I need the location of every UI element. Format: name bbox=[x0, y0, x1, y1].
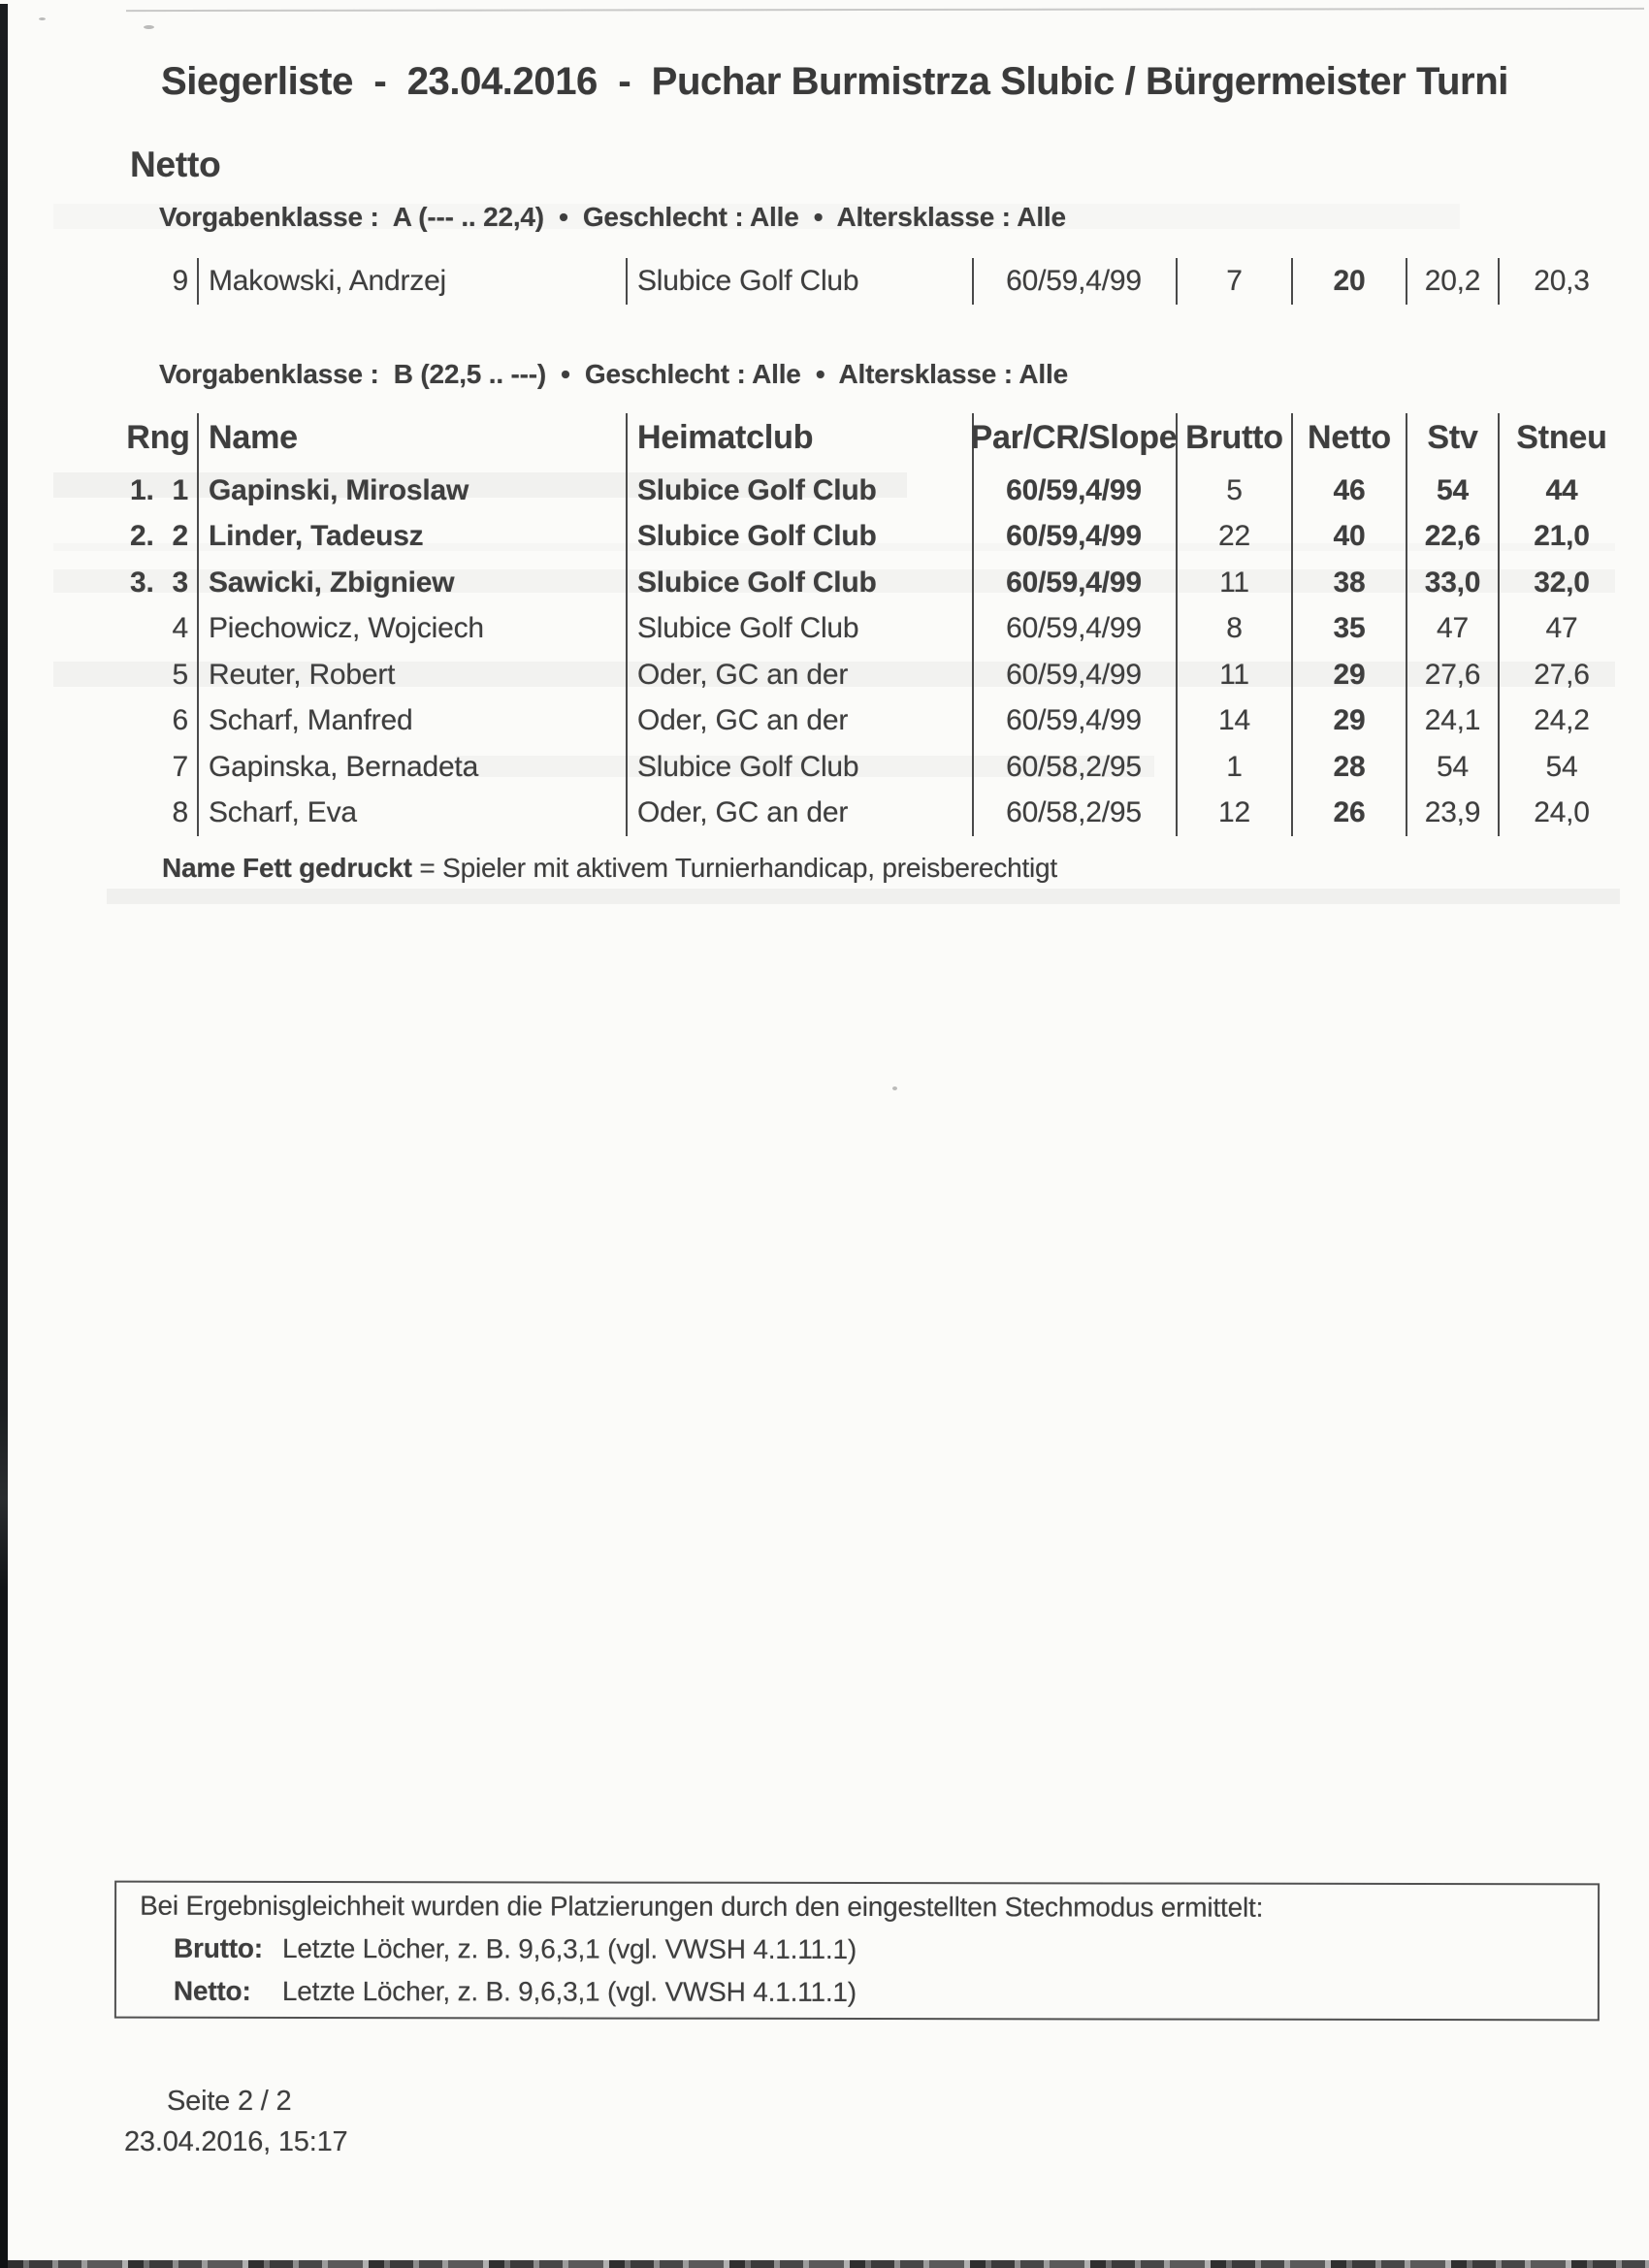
par-cr-slope: 60/59,4/99 bbox=[1006, 265, 1142, 297]
player-name: Piechowicz, Wojciech bbox=[209, 612, 484, 645]
netto-score: 46 bbox=[1333, 473, 1366, 506]
brutto-score: 8 bbox=[1226, 612, 1243, 645]
stneu-handicap: 20,3 bbox=[1534, 265, 1590, 297]
tiebreak-box bbox=[114, 1881, 1600, 2022]
tiebreak-brutto-label: Brutto: bbox=[173, 1932, 263, 1963]
legend-text: = Spieler mit aktivem Turnierhandicap, preisberechtigt bbox=[411, 853, 1058, 883]
player-name: Reuter, Robert bbox=[209, 658, 396, 691]
home-club: Slubice Golf Club bbox=[637, 566, 877, 599]
brutto-score: 1 bbox=[1226, 750, 1243, 783]
page-title: Siegerliste - 23.04.2016 - Puchar Burmistrza Slubic / Bürgermeister Turni bbox=[161, 60, 1508, 103]
section-heading-netto: Netto bbox=[130, 145, 221, 184]
page-number: Seite 2 / 2 bbox=[167, 2086, 292, 2117]
stv-handicap: 22,6 bbox=[1424, 520, 1481, 553]
start-number: 6 bbox=[172, 704, 188, 737]
column-header-netto: Netto bbox=[1308, 418, 1391, 456]
rank: 2. bbox=[130, 520, 154, 553]
stv-handicap: 23,9 bbox=[1424, 796, 1481, 829]
stv-handicap: 54 bbox=[1437, 473, 1469, 506]
column-header-stv: Stv bbox=[1427, 418, 1478, 456]
scan-speck bbox=[39, 17, 46, 20]
tiebreak-brutto-text: Letzte Löcher, z. B. 9,6,3,1 (vgl. VWSH 4.1.11.1) bbox=[281, 1932, 857, 1964]
home-club: Oder, GC an der bbox=[637, 658, 849, 691]
table-row bbox=[0, 698, 1649, 745]
par-cr-slope: 60/59,4/99 bbox=[1006, 473, 1142, 506]
par-cr-slope: 60/59,4/99 bbox=[1006, 704, 1142, 737]
scan-top-edge bbox=[126, 8, 1644, 12]
home-club: Slubice Golf Club bbox=[637, 473, 877, 506]
home-club: Oder, GC an der bbox=[637, 704, 849, 737]
home-club: Slubice Golf Club bbox=[637, 612, 859, 645]
brutto-score: 22 bbox=[1218, 520, 1250, 553]
stv-handicap: 47 bbox=[1437, 612, 1469, 645]
stneu-handicap: 54 bbox=[1545, 750, 1578, 783]
column-header-heimatclub: Heimatclub bbox=[637, 418, 814, 456]
netto-score: 29 bbox=[1333, 658, 1366, 691]
stneu-handicap: 32,0 bbox=[1534, 566, 1590, 599]
stneu-handicap: 24,0 bbox=[1534, 796, 1590, 829]
class-a-label: Vorgabenklasse : A (--- .. 22,4) • Geschlecht : Alle • Altersklasse : Alle bbox=[159, 202, 1066, 232]
table-row bbox=[0, 606, 1649, 653]
table-row bbox=[0, 514, 1649, 561]
table-row bbox=[0, 560, 1649, 606]
stv-handicap: 27,6 bbox=[1424, 658, 1481, 691]
brutto-score: 12 bbox=[1218, 796, 1250, 829]
start-number: 8 bbox=[172, 796, 188, 829]
column-header-rng: Rng bbox=[126, 418, 190, 456]
bold-name-legend bbox=[162, 853, 1057, 884]
start-number: 1 bbox=[172, 473, 188, 506]
tiebreak-netto-line bbox=[174, 1976, 857, 2008]
start-number: 9 bbox=[172, 265, 188, 297]
table-row-class-a bbox=[0, 258, 1649, 305]
legend-bold-part: Name Fett gedruckt bbox=[162, 853, 412, 883]
par-cr-slope: 60/59,4/99 bbox=[1006, 566, 1142, 599]
column-divider bbox=[626, 258, 628, 305]
netto-score: 40 bbox=[1333, 520, 1366, 553]
column-header-brutto: Brutto bbox=[1185, 418, 1283, 456]
start-number: 5 bbox=[172, 658, 188, 691]
netto-score: 38 bbox=[1333, 566, 1366, 599]
column-divider bbox=[197, 258, 199, 305]
print-datetime: 23.04.2016, 15:17 bbox=[124, 2126, 348, 2157]
stv-handicap: 33,0 bbox=[1424, 566, 1481, 599]
scan-left-edge bbox=[0, 4, 8, 2268]
stv-handicap: 20,2 bbox=[1424, 265, 1481, 297]
table-row bbox=[0, 652, 1649, 698]
home-club: Slubice Golf Club bbox=[637, 265, 859, 297]
column-header-name: Name bbox=[209, 418, 298, 456]
home-club: Slubice Golf Club bbox=[637, 750, 859, 783]
tiebreak-intro: Bei Ergebnisgleichheit wurden die Platzierungen durch den eingestellten Stechmodus ermittelt: bbox=[140, 1890, 1264, 1923]
column-header-par-cr-slope: Par/CR/Slope bbox=[970, 418, 1178, 456]
player-name: Gapinski, Miroslaw bbox=[209, 473, 469, 506]
brutto-score: 14 bbox=[1218, 704, 1250, 737]
brutto-score: 7 bbox=[1226, 265, 1243, 297]
start-number: 7 bbox=[172, 750, 188, 783]
home-club: Slubice Golf Club bbox=[637, 520, 877, 553]
column-header-stneu: Stneu bbox=[1516, 418, 1607, 456]
netto-score: 35 bbox=[1333, 612, 1366, 645]
table-row bbox=[0, 744, 1649, 791]
par-cr-slope: 60/59,4/99 bbox=[1006, 520, 1142, 553]
netto-score: 29 bbox=[1333, 704, 1366, 737]
player-name: Gapinska, Bernadeta bbox=[209, 750, 479, 783]
par-cr-slope: 60/59,4/99 bbox=[1006, 658, 1142, 691]
start-number: 2 bbox=[172, 520, 188, 553]
netto-score: 26 bbox=[1333, 796, 1366, 829]
brutto-score: 11 bbox=[1219, 566, 1249, 599]
scan-speck bbox=[892, 1086, 897, 1090]
par-cr-slope: 60/59,4/99 bbox=[1006, 612, 1142, 645]
par-cr-slope: 60/58,2/95 bbox=[1006, 796, 1142, 829]
home-club: Oder, GC an der bbox=[637, 796, 849, 829]
player-name: Sawicki, Zbigniew bbox=[209, 566, 455, 599]
class-b-label: Vorgabenklasse : B (22,5 .. ---) • Geschlecht : Alle • Altersklasse : Alle bbox=[159, 359, 1068, 389]
stv-handicap: 24,1 bbox=[1424, 704, 1481, 737]
scan-bottom-edge bbox=[8, 2260, 1649, 2268]
brutto-score: 5 bbox=[1226, 473, 1243, 506]
table-row bbox=[0, 791, 1649, 837]
tiebreak-netto-label: Netto: bbox=[173, 1975, 251, 2006]
start-number: 4 bbox=[172, 612, 188, 645]
netto-score: 20 bbox=[1333, 265, 1366, 297]
stneu-handicap: 21,0 bbox=[1534, 520, 1590, 553]
tiebreak-brutto-line bbox=[174, 1933, 857, 1965]
tiebreak-netto-text: Letzte Löcher, z. B. 9,6,3,1 (vgl. VWSH 4.1.11.1) bbox=[281, 1975, 857, 2007]
player-name: Makowski, Andrzej bbox=[209, 265, 447, 297]
rank: 3. bbox=[130, 566, 154, 599]
results-table bbox=[0, 407, 1649, 836]
table-row bbox=[0, 468, 1649, 514]
start-number: 3 bbox=[172, 566, 188, 599]
player-name: Scharf, Manfred bbox=[209, 704, 413, 737]
stneu-handicap: 44 bbox=[1545, 473, 1578, 506]
netto-score: 28 bbox=[1333, 750, 1366, 783]
scan-streak bbox=[107, 889, 1620, 904]
brutto-score: 11 bbox=[1219, 658, 1249, 691]
stneu-handicap: 27,6 bbox=[1534, 658, 1590, 691]
table-header bbox=[0, 407, 1649, 468]
rank: 1. bbox=[130, 473, 154, 506]
stneu-handicap: 24,2 bbox=[1534, 704, 1590, 737]
par-cr-slope: 60/58,2/95 bbox=[1006, 750, 1142, 783]
player-name: Scharf, Eva bbox=[209, 796, 357, 829]
scan-speck bbox=[144, 25, 154, 29]
player-name: Linder, Tadeusz bbox=[209, 520, 424, 553]
stneu-handicap: 47 bbox=[1545, 612, 1578, 645]
stv-handicap: 54 bbox=[1437, 750, 1469, 783]
